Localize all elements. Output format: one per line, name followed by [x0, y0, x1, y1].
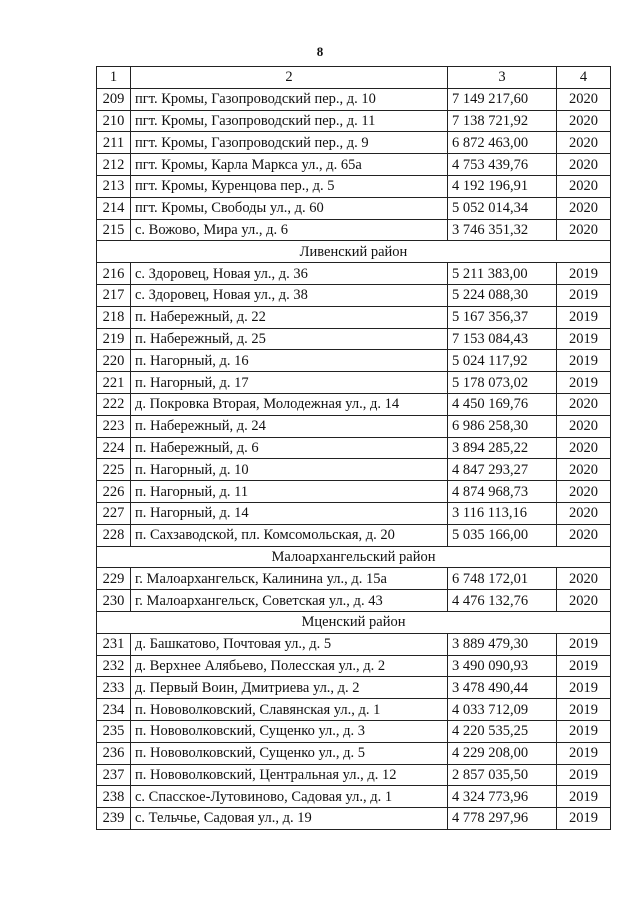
table-row: [97, 720, 611, 742]
amount-cell: 4 778 297,96: [448, 808, 557, 830]
row-number: 226: [97, 481, 131, 503]
year-cell: 2020: [557, 132, 611, 154]
table-row: [97, 633, 611, 655]
row-number: 220: [97, 350, 131, 372]
table-row: [97, 764, 611, 786]
year-cell: 2019: [557, 720, 611, 742]
table-row: [97, 677, 611, 699]
amount-cell: 6 748 172,01: [448, 568, 557, 590]
amount-cell: 3 490 090,93: [448, 655, 557, 677]
table-row: [97, 328, 611, 350]
table-row: [97, 197, 611, 219]
amount-cell: 5 224 088,30: [448, 284, 557, 306]
address-cell: с. Спасское-Лутовиново, Садовая ул., д. 1: [131, 786, 448, 808]
row-number: 214: [97, 197, 131, 219]
table-row: [97, 219, 611, 241]
amount-cell: 6 872 463,00: [448, 132, 557, 154]
year-cell: 2020: [557, 393, 611, 415]
row-number: 237: [97, 764, 131, 786]
amount-cell: 5 167 356,37: [448, 306, 557, 328]
registry-table: [96, 66, 611, 830]
row-number: 222: [97, 393, 131, 415]
year-cell: 2020: [557, 110, 611, 132]
address-cell: пгт. Кромы, Газопроводский пер., д. 11: [131, 110, 448, 132]
address-cell: п. Нагорный, д. 17: [131, 372, 448, 394]
address-cell: п. Нововолковский, Сущенко ул., д. 3: [131, 720, 448, 742]
table-row: [97, 284, 611, 306]
row-number: 231: [97, 633, 131, 655]
year-cell: 2020: [557, 459, 611, 481]
table-row: [97, 590, 611, 612]
address-cell: с. Тельчье, Садовая ул., д. 19: [131, 808, 448, 830]
address-cell: д. Верхнее Алябьево, Полесская ул., д. 2: [131, 655, 448, 677]
district-header-row: [97, 611, 611, 633]
address-cell: с. Вожово, Мира ул., д. 6: [131, 219, 448, 241]
year-cell: 2020: [557, 154, 611, 176]
table-row: [97, 655, 611, 677]
address-cell: с. Здоровец, Новая ул., д. 38: [131, 284, 448, 306]
year-cell: 2019: [557, 284, 611, 306]
amount-cell: 3 746 351,32: [448, 219, 557, 241]
row-number: 228: [97, 524, 131, 546]
row-number: 230: [97, 590, 131, 612]
amount-cell: 4 847 293,27: [448, 459, 557, 481]
year-cell: 2020: [557, 197, 611, 219]
row-number: 235: [97, 720, 131, 742]
row-number: 210: [97, 110, 131, 132]
amount-cell: 7 138 721,92: [448, 110, 557, 132]
year-cell: 2020: [557, 175, 611, 197]
amount-cell: 4 450 169,76: [448, 393, 557, 415]
amount-cell: 3 889 479,30: [448, 633, 557, 655]
page-number: 8: [316, 44, 324, 59]
column-number-4: 4: [557, 67, 611, 89]
address-cell: п. Нагорный, д. 10: [131, 459, 448, 481]
table-row: [97, 742, 611, 764]
amount-cell: 5 035 166,00: [448, 524, 557, 546]
year-cell: 2019: [557, 655, 611, 677]
year-cell: 2019: [557, 633, 611, 655]
amount-cell: 4 753 439,76: [448, 154, 557, 176]
amount-cell: 5 178 073,02: [448, 372, 557, 394]
year-cell: 2020: [557, 437, 611, 459]
table-row: [97, 699, 611, 721]
amount-cell: 3 478 490,44: [448, 677, 557, 699]
year-cell: 2019: [557, 328, 611, 350]
year-cell: 2020: [557, 219, 611, 241]
year-cell: 2019: [557, 263, 611, 285]
year-cell: 2020: [557, 568, 611, 590]
column-number-row: [97, 67, 611, 89]
address-cell: п. Нововолковский, Славянская ул., д. 1: [131, 699, 448, 721]
address-cell: п. Сахзаводской, пл. Комсомольская, д. 20: [131, 524, 448, 546]
year-cell: 2020: [557, 590, 611, 612]
table-row: [97, 415, 611, 437]
table-row: [97, 459, 611, 481]
amount-cell: 3 894 285,22: [448, 437, 557, 459]
district-header-row: [97, 241, 611, 263]
table-row: [97, 808, 611, 830]
year-cell: 2020: [557, 481, 611, 503]
row-number: 213: [97, 175, 131, 197]
address-cell: п. Нагорный, д. 16: [131, 350, 448, 372]
amount-cell: 7 153 084,43: [448, 328, 557, 350]
table-row: [97, 481, 611, 503]
table-row: [97, 437, 611, 459]
row-number: 223: [97, 415, 131, 437]
address-cell: п. Нововолковский, Центральная ул., д. 12: [131, 764, 448, 786]
amount-cell: 4 192 196,91: [448, 175, 557, 197]
address-cell: п. Набережный, д. 24: [131, 415, 448, 437]
year-cell: 2019: [557, 372, 611, 394]
address-cell: пгт. Кромы, Карла Маркса ул., д. 65а: [131, 154, 448, 176]
table-row: [97, 306, 611, 328]
year-cell: 2019: [557, 306, 611, 328]
year-cell: 2019: [557, 764, 611, 786]
table-row: [97, 786, 611, 808]
table-row: [97, 154, 611, 176]
amount-cell: 5 052 014,34: [448, 197, 557, 219]
amount-cell: 4 033 712,09: [448, 699, 557, 721]
amount-cell: 4 874 968,73: [448, 481, 557, 503]
table-row: [97, 88, 611, 110]
address-cell: п. Нагорный, д. 14: [131, 502, 448, 524]
table-row: [97, 502, 611, 524]
row-number: 227: [97, 502, 131, 524]
district-name: Мценский район: [97, 611, 611, 633]
amount-cell: 6 986 258,30: [448, 415, 557, 437]
address-cell: п. Набережный, д. 25: [131, 328, 448, 350]
column-number-1: 1: [97, 67, 131, 89]
row-number: 215: [97, 219, 131, 241]
amount-cell: 4 229 208,00: [448, 742, 557, 764]
year-cell: 2019: [557, 742, 611, 764]
table-row: [97, 372, 611, 394]
amount-cell: 4 476 132,76: [448, 590, 557, 612]
address-cell: г. Малоархангельск, Советская ул., д. 43: [131, 590, 448, 612]
table-row: [97, 568, 611, 590]
row-number: 221: [97, 372, 131, 394]
address-cell: п. Набережный, д. 6: [131, 437, 448, 459]
table-row: [97, 524, 611, 546]
district-name: Малоархангельский район: [97, 546, 611, 568]
year-cell: 2019: [557, 786, 611, 808]
address-cell: с. Здоровец, Новая ул., д. 36: [131, 263, 448, 285]
table-row: [97, 393, 611, 415]
year-cell: 2019: [557, 677, 611, 699]
address-cell: пгт. Кромы, Куренцова пер., д. 5: [131, 175, 448, 197]
table-row: [97, 350, 611, 372]
amount-cell: 7 149 217,60: [448, 88, 557, 110]
amount-cell: 3 116 113,16: [448, 502, 557, 524]
row-number: 229: [97, 568, 131, 590]
column-number-2: 2: [131, 67, 448, 89]
row-number: 219: [97, 328, 131, 350]
address-cell: п. Набережный, д. 22: [131, 306, 448, 328]
address-cell: пгт. Кромы, Свободы ул., д. 60: [131, 197, 448, 219]
row-number: 232: [97, 655, 131, 677]
row-number: 216: [97, 263, 131, 285]
year-cell: 2020: [557, 88, 611, 110]
address-cell: г. Малоархангельск, Калинина ул., д. 15а: [131, 568, 448, 590]
address-cell: пгт. Кромы, Газопроводский пер., д. 9: [131, 132, 448, 154]
amount-cell: 2 857 035,50: [448, 764, 557, 786]
year-cell: 2020: [557, 524, 611, 546]
address-cell: пгт. Кромы, Газопроводский пер., д. 10: [131, 88, 448, 110]
row-number: 239: [97, 808, 131, 830]
table-row: [97, 263, 611, 285]
address-cell: д. Покровка Вторая, Молодежная ул., д. 14: [131, 393, 448, 415]
amount-cell: 4 324 773,96: [448, 786, 557, 808]
row-number: 225: [97, 459, 131, 481]
table-body: [97, 67, 611, 830]
amount-cell: 5 211 383,00: [448, 263, 557, 285]
address-cell: д. Башкатово, Почтовая ул., д. 5: [131, 633, 448, 655]
row-number: 238: [97, 786, 131, 808]
row-number: 233: [97, 677, 131, 699]
district-name: Ливенский район: [97, 241, 611, 263]
row-number: 218: [97, 306, 131, 328]
address-cell: д. Первый Воин, Дмитриева ул., д. 2: [131, 677, 448, 699]
row-number: 217: [97, 284, 131, 306]
table-row: [97, 132, 611, 154]
row-number: 224: [97, 437, 131, 459]
year-cell: 2020: [557, 415, 611, 437]
amount-cell: 5 024 117,92: [448, 350, 557, 372]
district-header-row: [97, 546, 611, 568]
address-cell: п. Нововолковский, Сущенко ул., д. 5: [131, 742, 448, 764]
table-row: [97, 110, 611, 132]
row-number: 209: [97, 88, 131, 110]
year-cell: 2019: [557, 808, 611, 830]
row-number: 234: [97, 699, 131, 721]
column-number-3: 3: [448, 67, 557, 89]
table-row: [97, 175, 611, 197]
year-cell: 2020: [557, 502, 611, 524]
row-number: 211: [97, 132, 131, 154]
row-number: 236: [97, 742, 131, 764]
year-cell: 2019: [557, 350, 611, 372]
row-number: 212: [97, 154, 131, 176]
year-cell: 2019: [557, 699, 611, 721]
amount-cell: 4 220 535,25: [448, 720, 557, 742]
address-cell: п. Нагорный, д. 11: [131, 481, 448, 503]
